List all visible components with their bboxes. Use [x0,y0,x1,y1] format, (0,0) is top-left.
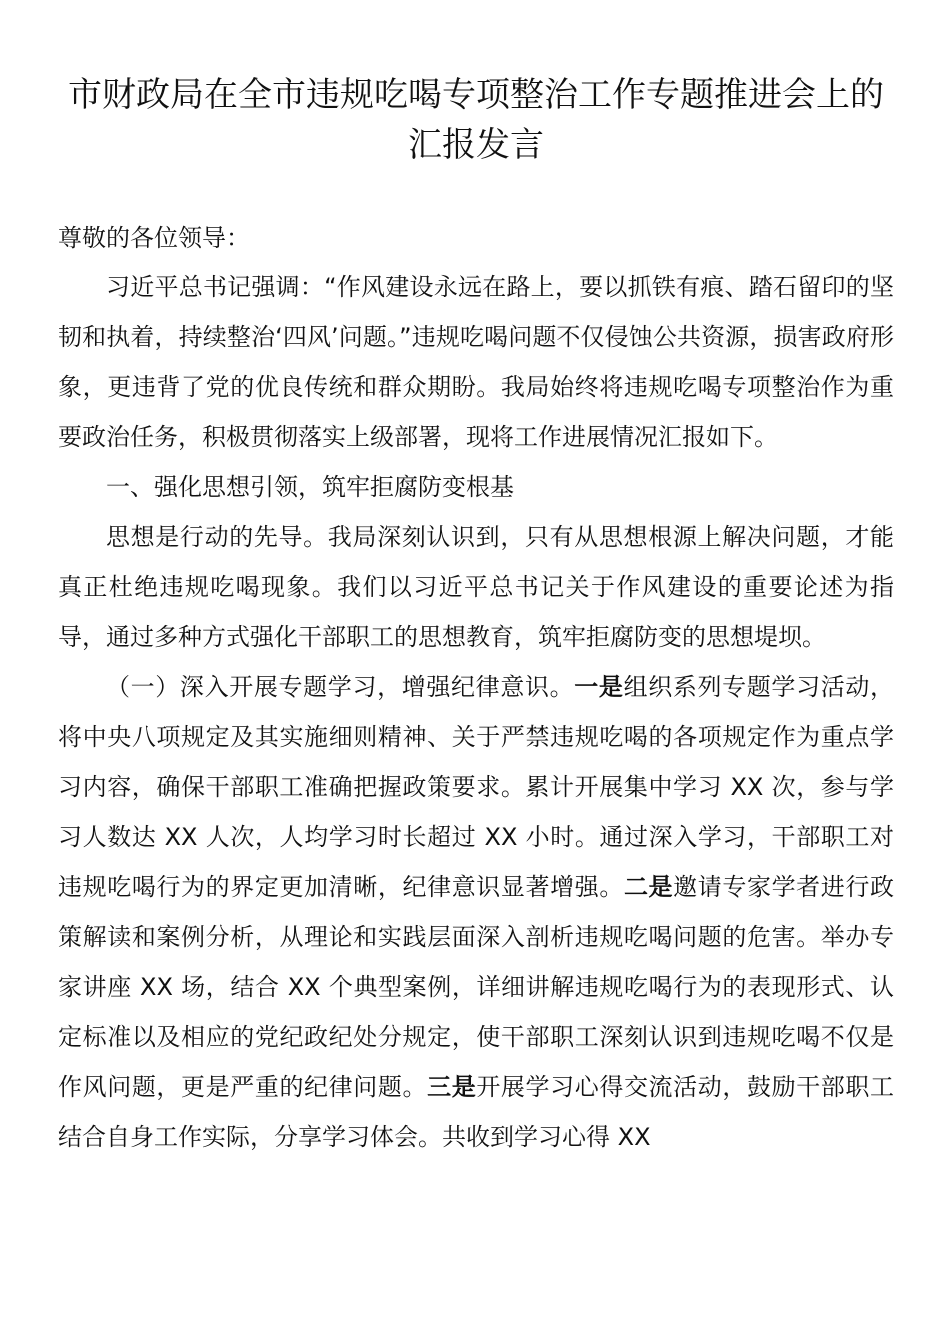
salutation: 尊敬的各位领导： [58,224,250,252]
point-two-marker: 二是 [623,873,674,901]
point-two-text: 邀请专家学者进行政策解读和案例分析，从理论和实践层面深入剖析违规吃喝问题的危害。举办专家讲座 XX 场，结合 XX 个典型案例，详细讲解违规吃喝行为的表现形式、认定标准以及相应的党纪政纪处分规定，使干部职工深刻认识到违规吃喝不仅是作风问题，更是严重的纪律问题。 [58,873,895,1101]
intro-paragraph: 习近平总书记强调：“作风建设永远在路上，要以抓铁有痕、踏石留印的坚韧和执着，持续整治‘四风’问题。”违规吃喝问题不仅侵蚀公共资源，损害政府形象，更违背了党的优良传统和群众期盼。我局始终将违规吃喝专项整治作为重要政治任务，积极贯彻落实上级部署，现将工作进展情况汇报如下。 [58,273,894,451]
document-title: 市财政局在全市违规吃喝专项整治工作专题推进会上的汇报发言 [68,75,884,165]
section-1-paragraph: 思想是行动的先导。我局深刻认识到，只有从思想根源上解决问题，才能真正杜绝违规吃喝现象。我们以习近平总书记关于作风建设的重要论述为指导，通过多种方式强化干部职工的思想教育，筑牢拒腐防变的思想堤坝。 [58,523,894,651]
point-three-text: 开展学习心得交流活动，鼓励干部职工结合自身工作实际，分享学习体会。共收到学习心得 XX [58,1073,895,1151]
point-three-marker: 三是 [427,1073,477,1101]
point-one-text: 组织系列专题学习活动，将中央八项规定及其实施细则精神、关于严禁违规吃喝的各项规定作为重点学习内容，确保干部职工准确把握政策要求。累计开展集中学习 XX 次，参与学习人数达 XX 人次，人均学习时长超过 XX 小时。通过深入学习，干部职工对违规吃喝行为的界定更加清晰，纪律意识显著增强。 [58,673,895,901]
point-one-marker: 一是 [574,673,624,701]
subsection-1-paragraph [58,662,894,1162]
document-body [58,262,894,1162]
subsection-1-lead: （一）深入开展专题学习，增强纪律意识。 [106,673,575,701]
section-heading-1: 一、强化思想引领，筑牢拒腐防变根基 [106,473,514,501]
